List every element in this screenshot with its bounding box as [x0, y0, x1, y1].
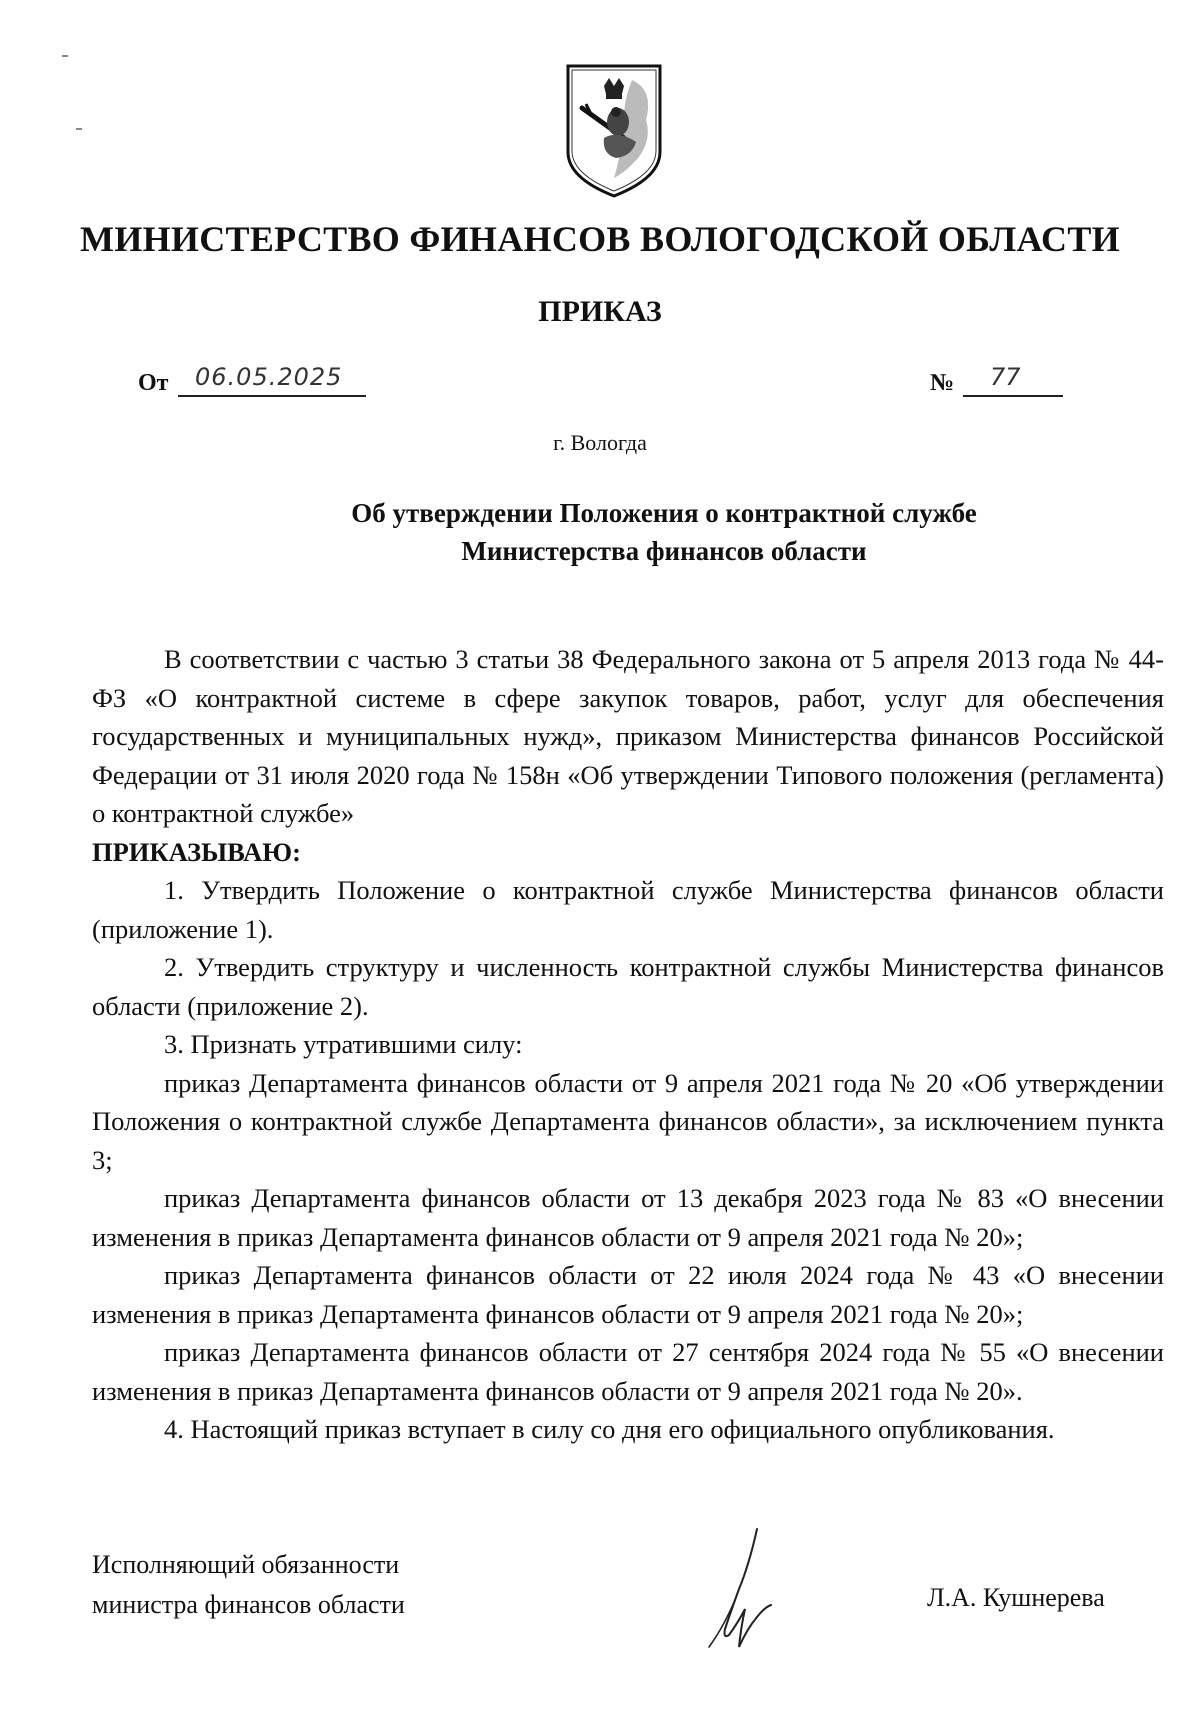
order-item: 1. Утвердить Положение о контрактной службе Министерства финансов области (приложение 1). [92, 875, 1164, 944]
document-subject [0, 494, 1200, 570]
date-label: От [138, 370, 169, 396]
number-label: № [930, 370, 955, 396]
subject-line: Об утверждении Положения о контрактной службе [351, 498, 977, 528]
repealed-act: приказ Департамента финансов области от 13 декабря 2023 года № 83 «О внесении изменения в приказ Департамента финансов области от 9 апреля 2021 года № 20»; [92, 1183, 1164, 1252]
number-value: 77 [990, 363, 1021, 391]
order-word: ПРИКАЗЫВАЮ: [92, 836, 301, 867]
number-underline [963, 395, 1063, 397]
signatory-position [92, 1545, 405, 1625]
order-item: 2. Утвердить структуру и численность контрактной службы Министерства финансов области (приложение 2). [92, 952, 1164, 1021]
ministry-title: МИНИСТЕРСТВО ФИНАНСОВ ВОЛОГОДСКОЙ ОБЛАСТИ [80, 219, 1120, 259]
date-underline [178, 395, 366, 397]
date-value: 06.05.2025 [195, 363, 343, 391]
coat-of-arms-icon [562, 60, 666, 200]
order-item: 3. Признать утратившими силу: [164, 1029, 523, 1059]
repealed-act: приказ Департамента финансов области от 27 сентября 2024 года № 55 «О внесении изменения в приказ Департамента финансов области от 9 апреля 2021 года № 20». [92, 1337, 1164, 1406]
position-line: министра финансов области [92, 1590, 405, 1619]
handwritten-signature [695, 1525, 785, 1655]
repealed-act: приказ Департамента финансов области от 9 апреля 2021 года № 20 «Об утверждении Положения о контрактной службе Департамента финансов области», за исключением пункта 3; [92, 1067, 1164, 1175]
document-type: ПРИКАЗ [538, 295, 662, 328]
scan-speck [76, 128, 82, 130]
city: г. Вологда [553, 430, 647, 455]
position-line: Исполняющий обязанности [92, 1550, 400, 1579]
repealed-act: приказ Департамента финансов области от 22 июля 2024 года № 43 «О внесении изменения в приказ Департамента финансов области от 9 апреля 2021 года № 20»; [92, 1260, 1164, 1329]
signatory-name: Л.А. Кушнерева [927, 1583, 1105, 1612]
subject-line: Министерства финансов области [461, 536, 867, 566]
scan-speck [62, 55, 68, 57]
document-body [92, 640, 1164, 1449]
order-item: 4. Настоящий приказ вступает в силу со дня его официального опубликования. [164, 1414, 1055, 1444]
preamble-paragraph: В соответствии с частью 3 статьи 38 Федерального закона от 5 апреля 2013 года № 44-ФЗ «О контрактной системе в сфере закупок товаров, работ, услуг для обеспечения государственных и муниципальных нужд», приказом Министерства финансов Российской Федерации от 31 июля 2020 года № 158н «Об утверждении Типового положения (регламента) о контрактной службе» [92, 644, 1164, 828]
